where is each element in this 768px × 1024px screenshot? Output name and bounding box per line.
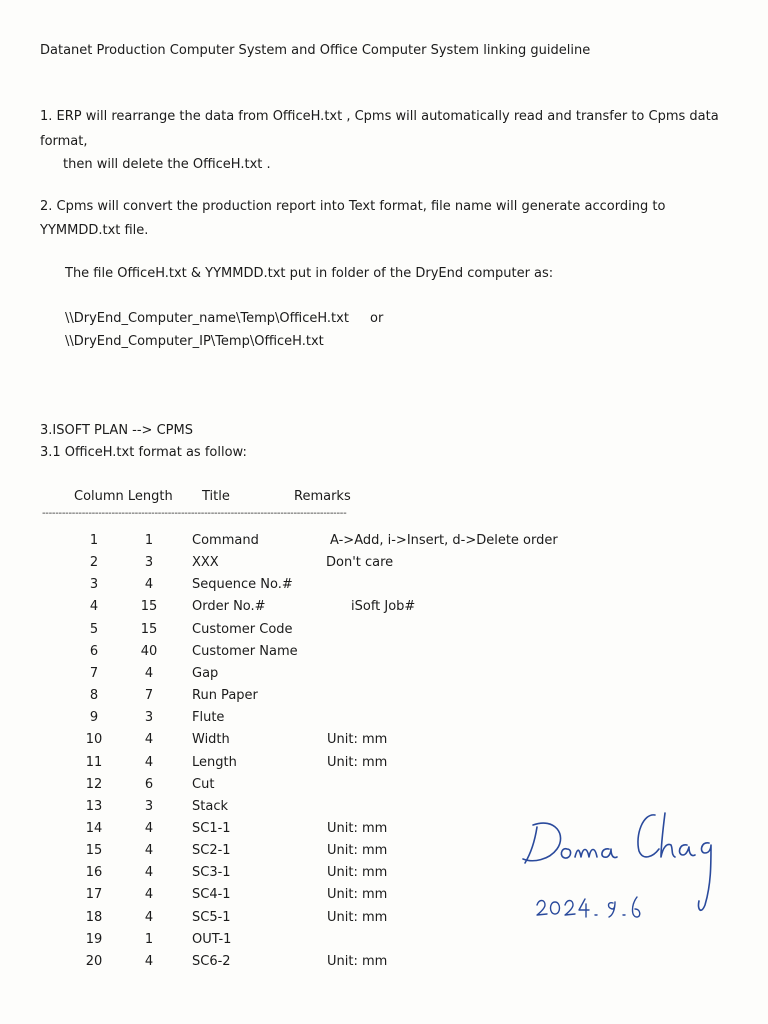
cell-column: 16 xyxy=(85,865,103,881)
cell-remark: Don't care xyxy=(326,555,394,571)
cell-length: 4 xyxy=(144,577,154,593)
cell-title: Sequence No.# xyxy=(192,577,293,593)
cell-title: OUT-1 xyxy=(192,931,232,947)
cell-length: 4 xyxy=(144,909,154,925)
header-column-length: Column Length xyxy=(74,489,173,504)
cell-remark: Unit: mm xyxy=(327,953,388,969)
document-title: Datanet Production Computer System and Office Computer System linking guideline xyxy=(40,43,591,58)
cell-column: 12 xyxy=(85,776,103,792)
cell-remark: iSoft Job# xyxy=(351,599,416,615)
cell-column: 14 xyxy=(85,820,103,836)
cell-remark: Unit: mm xyxy=(327,887,388,903)
cell-column: 10 xyxy=(85,732,103,748)
folder-note: The file OfficeH.txt & YYMMDD.txt put in folder of the DryEnd computer as: xyxy=(65,266,554,281)
cell-column: 7 xyxy=(89,665,99,681)
cell-title: Customer Code xyxy=(192,621,293,637)
cell-title: Run Paper xyxy=(192,688,258,704)
cell-length: 1 xyxy=(144,533,154,548)
cell-length: 4 xyxy=(144,665,154,681)
header-title: Title xyxy=(202,489,230,504)
cell-column: 6 xyxy=(89,643,99,659)
cell-title: XXX xyxy=(192,555,219,571)
cell-title: SC5-1 xyxy=(192,909,231,925)
cell-column: 11 xyxy=(85,754,103,770)
table-row xyxy=(0,530,700,552)
table-row xyxy=(0,707,700,729)
table-row xyxy=(0,663,700,685)
table-separator: -------------------------------------------------------------------------------------------- xyxy=(42,508,347,519)
header-remarks: Remarks xyxy=(294,489,351,504)
or-text: or xyxy=(370,311,384,326)
paragraph-1-line-2: format, xyxy=(40,134,88,149)
cell-title: SC1-1 xyxy=(192,820,231,836)
cell-title: Order No.# xyxy=(192,599,266,615)
table-row xyxy=(0,641,700,663)
cell-length: 4 xyxy=(144,754,154,770)
table-row xyxy=(0,752,700,774)
cell-title: Command xyxy=(192,533,259,548)
table-row xyxy=(0,774,700,796)
cell-remark: Unit: mm xyxy=(327,865,388,881)
cell-length: 4 xyxy=(144,953,154,969)
cell-remark: A->Add, i->Insert, d->Delete order xyxy=(330,533,558,548)
cell-title: Stack xyxy=(192,798,228,814)
table-row xyxy=(0,619,700,641)
table-row xyxy=(0,552,700,574)
cell-remark: Unit: mm xyxy=(327,732,388,748)
cell-title: Width xyxy=(192,732,230,748)
table-row xyxy=(0,729,700,751)
cell-length: 40 xyxy=(140,643,158,659)
cell-title: Gap xyxy=(192,665,219,681)
cell-length: 1 xyxy=(144,931,154,947)
cell-title: Cut xyxy=(192,776,215,792)
table-row xyxy=(0,685,700,707)
cell-length: 7 xyxy=(144,688,154,704)
cell-remark: Unit: mm xyxy=(327,843,388,859)
cell-column: 13 xyxy=(85,798,103,814)
cell-title: SC4-1 xyxy=(192,887,231,903)
paragraph-2-line-2: YYMMDD.txt file. xyxy=(40,223,149,238)
folder-path-name: \\DryEnd_Computer_name\Temp\OfficeH.txt xyxy=(65,311,349,326)
section-3-1-heading: 3.1 OfficeH.txt format as follow: xyxy=(40,445,247,460)
cell-column: 17 xyxy=(85,887,103,903)
cell-title: Flute xyxy=(192,710,225,726)
cell-length: 3 xyxy=(144,798,154,814)
cell-length: 4 xyxy=(144,887,154,903)
cell-length: 4 xyxy=(144,732,154,748)
cell-length: 15 xyxy=(140,621,158,637)
cell-column: 1 xyxy=(89,533,99,548)
cell-column: 4 xyxy=(89,599,99,615)
cell-column: 19 xyxy=(85,931,103,947)
signature xyxy=(515,805,730,935)
cell-column: 9 xyxy=(89,710,99,726)
cell-column: 3 xyxy=(89,577,99,593)
cell-length: 3 xyxy=(144,555,154,571)
cell-title: SC3-1 xyxy=(192,865,231,881)
cell-column: 2 xyxy=(89,555,99,571)
cell-length: 4 xyxy=(144,820,154,836)
cell-column: 5 xyxy=(89,621,99,637)
cell-remark: Unit: mm xyxy=(327,909,388,925)
cell-length: 6 xyxy=(144,776,154,792)
cell-length: 3 xyxy=(144,710,154,726)
folder-path-ip: \\DryEnd_Computer_IP\Temp\OfficeH.txt xyxy=(65,334,324,349)
signature-handwriting xyxy=(515,805,730,935)
cell-title: Customer Name xyxy=(192,643,298,659)
cell-length: 4 xyxy=(144,843,154,859)
table-row xyxy=(0,574,700,596)
section-3-heading: 3.ISOFT PLAN --> CPMS xyxy=(40,423,193,438)
cell-title: Length xyxy=(192,754,237,770)
cell-remark: Unit: mm xyxy=(327,754,388,770)
table-row xyxy=(0,951,700,973)
cell-title: SC6-2 xyxy=(192,953,231,969)
cell-column: 15 xyxy=(85,843,103,859)
cell-remark: Unit: mm xyxy=(327,820,388,836)
paragraph-1-line-3: then will delete the OfficeH.txt . xyxy=(63,157,271,172)
cell-length: 15 xyxy=(140,599,158,615)
cell-title: SC2-1 xyxy=(192,843,231,859)
cell-column: 20 xyxy=(85,953,103,969)
paragraph-2-line-1: 2. Cpms will convert the production report into Text format, file name will generate according to xyxy=(40,199,666,214)
cell-length: 4 xyxy=(144,865,154,881)
table-row xyxy=(0,596,700,618)
cell-column: 18 xyxy=(85,909,103,925)
cell-column: 8 xyxy=(89,688,99,704)
paragraph-1-line-1: 1. ERP will rearrange the data from OfficeH.txt , Cpms will automatically read and transfer to Cpms data xyxy=(40,109,719,124)
